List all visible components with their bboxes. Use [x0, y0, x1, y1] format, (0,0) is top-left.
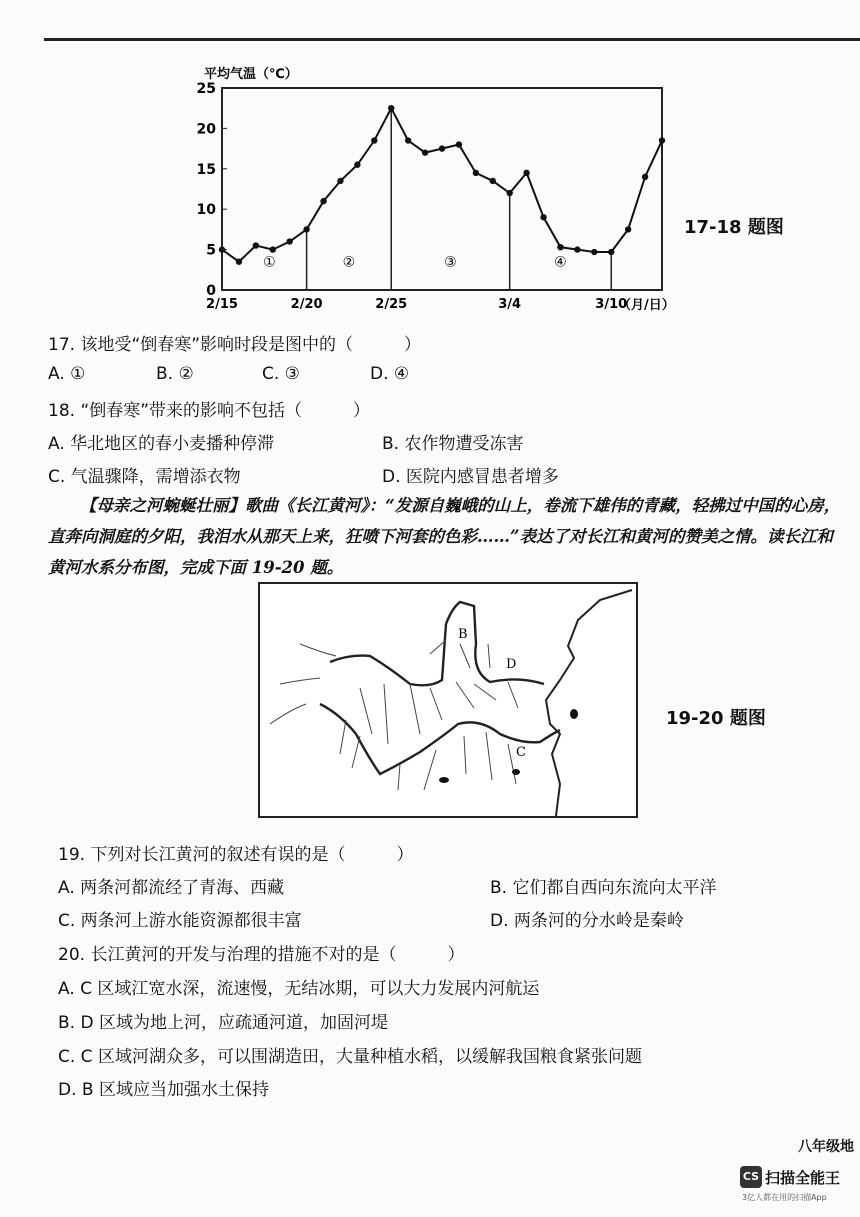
y-tick-label: 25	[196, 81, 216, 97]
temperature-point	[439, 145, 445, 151]
q17-option-b: B. ②	[156, 364, 194, 384]
temperature-point	[456, 141, 462, 147]
passage-text: 【母亲之河蜿蜒壮丽】歌曲《长江黄河》：“发源自巍峨的山上，卷流下雄伟的青藏，轻拂过中国的心房，直奔向洞庭的夕阳，我泪水从那天上来，狂喷下河套的色彩……”表达了对长江和黄河的赞美之情。读长江和黄河水系分布图，完成下面 19-20 题。	[48, 496, 841, 577]
q20-option-d: D. B 区域应当加强水土保持	[58, 1080, 269, 1100]
temperature-point	[574, 246, 580, 252]
temperature-point	[557, 244, 563, 250]
q19-option-b: B. 它们都自西向东流向太平洋	[490, 878, 717, 898]
q19-option-c: C. 两条河上游水能资源都很丰富	[58, 911, 302, 931]
q20-option-c: C. C 区域河湖众多，可以围湖造田，大量种植水稻，以缓解我国粮食紧张问题	[58, 1047, 642, 1067]
q18-option-b: B. 农作物遭受冻害	[382, 434, 524, 454]
x-tick-label: 3/10	[595, 297, 628, 312]
chart-y-axis-label: 平均气温（℃）	[204, 67, 298, 82]
temperature-point	[540, 214, 546, 220]
y-tick-label: 15	[196, 161, 216, 178]
q17-stem: 17. 该地受“倒春寒”影响时段是图中的（ ）	[48, 335, 422, 355]
x-tick-label: 3/4	[498, 297, 522, 312]
q17-option-a: A. ①	[48, 364, 86, 384]
y-tick-label: 10	[196, 202, 216, 219]
y-tick-label: 20	[196, 121, 216, 138]
scanner-tagline: 3亿人都在用的扫描App	[742, 1193, 827, 1202]
temperature-point	[422, 149, 428, 155]
q19-option-a: A. 两条河都流经了青海、西藏	[58, 878, 285, 898]
temperature-point	[236, 259, 242, 265]
temperature-point	[286, 238, 292, 244]
temperature-point	[320, 198, 326, 204]
scanner-logo-icon: CS	[740, 1166, 762, 1188]
temperature-line-chart	[196, 64, 696, 314]
river-map-drawing	[260, 584, 636, 816]
map-figure-label: 19-20 题图	[666, 708, 766, 729]
q20-option-b: B. D 区域为地上河，应疏通河道，加固河堤	[58, 1013, 388, 1033]
period-zone-label: ②	[342, 254, 356, 271]
q19-option-d: D. 两条河的分水岭是秦岭	[490, 911, 684, 931]
temperature-point	[591, 249, 597, 255]
x-tick-label: 2/25	[375, 297, 408, 312]
q19-stem: 19. 下列对长江黄河的叙述有误的是（ ）	[58, 845, 414, 865]
q20-option-a: A. C 区域江宽水深，流速慢，无结冰期，可以大力发展内河航运	[58, 979, 540, 999]
scanner-brand-name: 扫描全能王	[765, 1168, 841, 1187]
y-tick-label: 5	[206, 242, 216, 259]
q20-stem: 20. 长江黄河的开发与治理的措施不对的是（ ）	[58, 945, 465, 965]
chart-figure-label: 17-18 题图	[684, 217, 784, 238]
chart-frame	[222, 88, 662, 290]
temperature-point	[388, 105, 394, 111]
period-zone-label: ③	[444, 254, 457, 271]
q17-option-d: D. ④	[370, 364, 410, 384]
temperature-point	[354, 162, 360, 168]
temperature-point	[337, 178, 343, 184]
period-zone-label: ①	[263, 254, 276, 271]
temperature-point	[506, 190, 512, 196]
temperature-point	[405, 137, 411, 143]
top-rule	[44, 38, 860, 41]
q17-option-c: C. ③	[262, 364, 300, 384]
temperature-point	[642, 174, 648, 180]
temperature-point	[659, 137, 665, 143]
x-tick-label: 2/15	[206, 297, 238, 312]
x-tick-label: 2/20	[290, 297, 323, 312]
y-tick-label: 0	[206, 283, 216, 299]
map-label-b: B	[458, 627, 468, 642]
temperature-series-line	[222, 108, 662, 262]
q18-option-d: D. 医院内感冒患者增多	[382, 467, 559, 487]
temperature-point	[371, 137, 377, 143]
grade-label: 八年级地	[798, 1139, 854, 1155]
scanner-watermark	[740, 1166, 841, 1202]
temperature-point	[523, 170, 529, 176]
temperature-point	[473, 170, 479, 176]
temperature-point	[270, 246, 276, 252]
q18-option-a: A. 华北地区的春小麦播种停滞	[48, 434, 275, 454]
temperature-point	[303, 226, 309, 232]
river-system-map	[258, 582, 638, 818]
q18-stem: 18. “倒春寒”带来的影响不包括（ ）	[48, 401, 371, 421]
q18-option-c: C. 气温骤降，需增添衣物	[48, 467, 241, 487]
chart-x-axis-label: （月/日）	[618, 298, 675, 313]
map-label-c: C	[516, 745, 526, 760]
period-zone-label: ④	[554, 254, 567, 271]
temperature-point	[253, 242, 259, 248]
temperature-point	[490, 178, 496, 184]
temperature-point	[625, 226, 631, 232]
map-label-d: D	[506, 657, 517, 672]
temperature-point	[608, 249, 614, 255]
